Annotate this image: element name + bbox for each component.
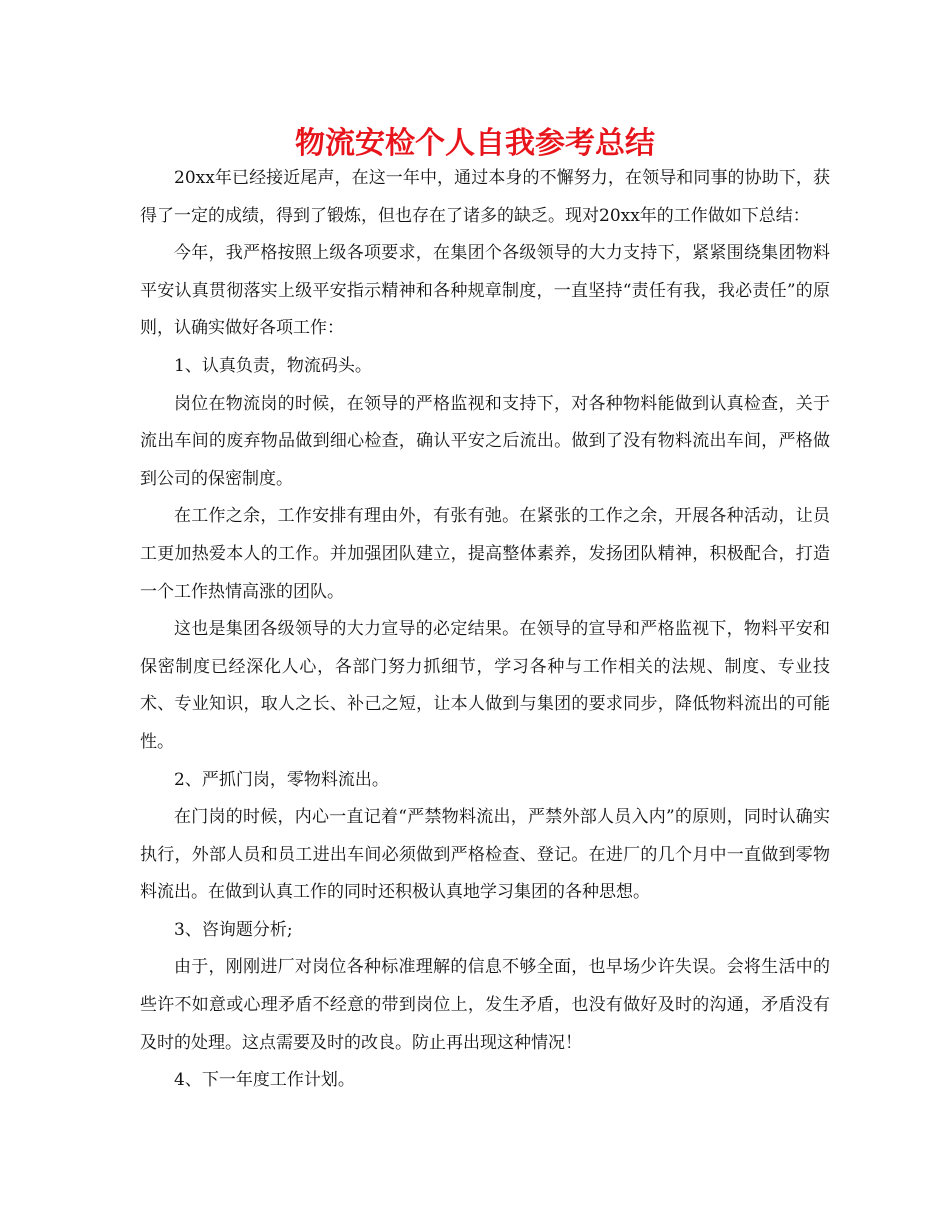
paragraph-leadership: 这也是集团各级领导的大力宣导的必定结果。在领导的宣导和严格监视下，物料平安和保密制度已经深化人心，各部门努力抓细节，学习各种与工作相关的法规、制度、专业技术、专业知识，取人之长、补己之短，让本人做到与集团的要求同步，降低物料流出的可能性。 — [140, 619, 830, 752]
paragraph-intro: 20xx年已经接近尾声，在这一年中，通过本身的不懈努力，在领导和同事的协助下，获得了一定的成绩，得到了锻炼，但也存在了诸多的缺乏。现对20xx年的工作做如下总结： — [140, 168, 830, 226]
section-heading-2: 2、严抓门岗，零物料流出。 — [174, 769, 389, 790]
section-heading-1: 1、认真负责，物流码头。 — [174, 355, 372, 376]
paragraph-logistics-post: 岗位在物流岗的时候，在领导的严格监视和支持下，对各种物料能做到认真检查，关于流出车间的废弃物品做到细心检查，确认平安之后流出。做到了没有物料流出车间，严格做到公司的保密制度。 — [140, 393, 830, 489]
section-heading-3: 3、咨询题分析; — [174, 919, 293, 940]
paragraph-gate-post: 在门岗的时候，内心一直记着“严禁物料流出，严禁外部人员入内”的原则，同时认确实执行，外部人员和员工进出车间必须做到严格检查、登记。在进厂的几个月中一直做到零物料流出。在做到认真工作的同时还积极认真地学习集团的各种思想。 — [140, 807, 830, 903]
section-heading-4: 4、下一年度工作计划。 — [174, 1070, 355, 1091]
paragraph-overview: 今年，我严格按照上级各项要求，在集团个各级领导的大力支持下，紧紧围绕集团物料平安认真贯彻落实上级平安指示精神和各种规章制度，一直坚持“责任有我，我必责任”的原则，认确实做好各项工作： — [140, 243, 830, 339]
paragraph-problem-analysis: 由于，刚刚进厂对岗位各种标准理解的信息不够全面，也早场少许失误。会将生活中的些许不如意或心理矛盾不经意的带到岗位上，发生矛盾，也没有做好及时的沟通，矛盾没有及时的处理。这点需要及时的改良。防止再出现这种情况！ — [140, 957, 830, 1053]
paragraph-team-building: 在工作之余，工作安排有理由外，有张有弛。在紧张的工作之余，开展各种活动，让员工更加热爱本人的工作。并加强团队建立，提高整体素养，发扬团队精神，积极配合，打造一个工作热情高涨的团队。 — [140, 506, 830, 602]
document-body — [140, 160, 830, 1100]
document-title: 物流安检个人自我参考总结 — [295, 126, 655, 161]
